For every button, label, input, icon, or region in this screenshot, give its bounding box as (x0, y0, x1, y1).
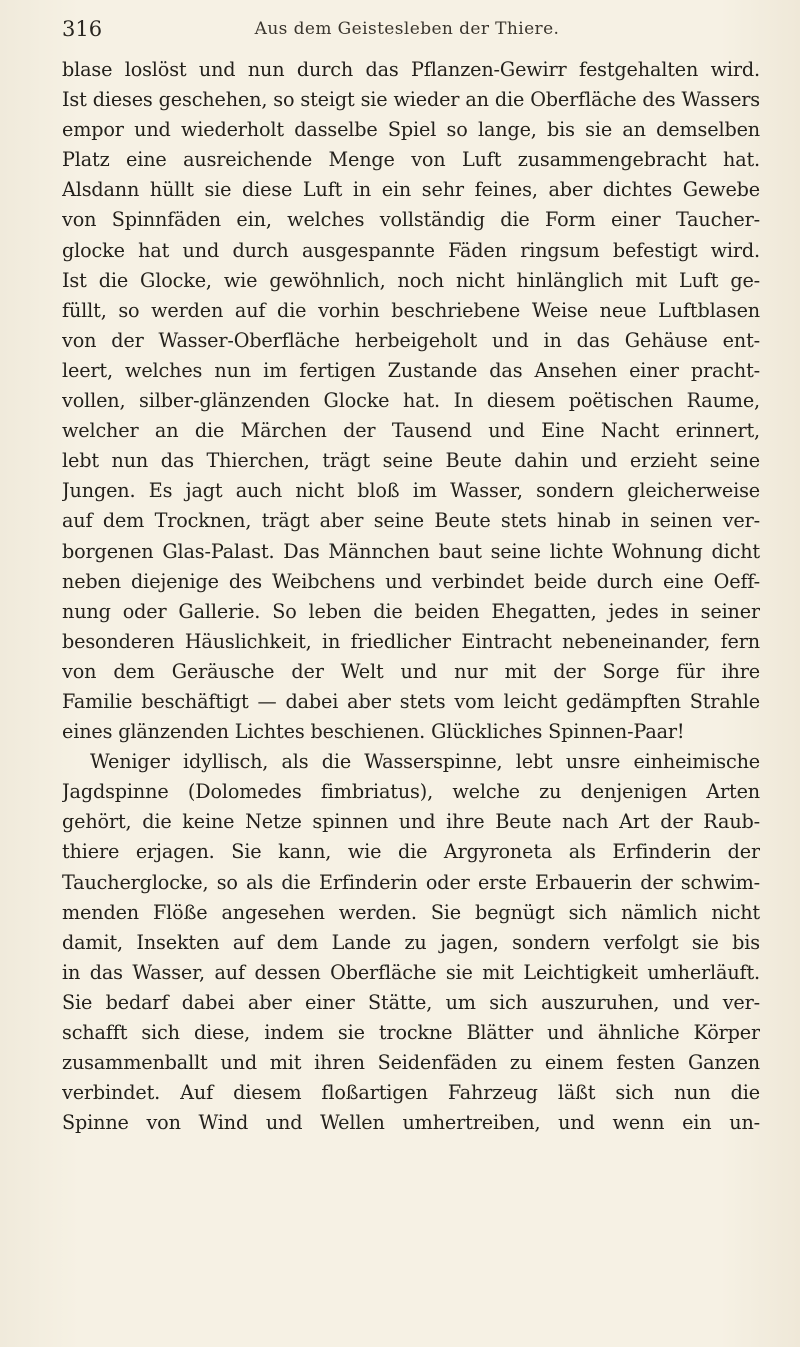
text-line: neben diejenige des Weibchens und verbindet beide durch eine Oeff- (62, 569, 760, 593)
text-line: Jagdspinne (Dolomedes fimbriatus), welche zu denjenigen Arten (62, 780, 760, 804)
text-line: von dem Geräusche der Welt und nur mit der Sorge für ihre (62, 659, 760, 683)
paragraph-start-line: Weniger idyllisch, als die Wasserspinne, lebt unsre einheimische (90, 750, 760, 774)
text-line: besonderen Häuslichkeit, in friedlicher Eintracht nebeneinander, fern (62, 629, 760, 653)
text-line: leert, welches nun im fertigen Zustande das Ansehen einer pracht- (62, 358, 760, 382)
text-line: auf dem Trocknen, trägt aber seine Beute stets hinab in seinen ver- (62, 509, 760, 533)
page-number: 316 (62, 17, 103, 41)
text-line: damit, Insekten auf dem Lande zu jagen, sondern verfolgt sie bis (62, 930, 760, 954)
text-line: glocke hat und durch ausgespannte Fäden ringsum befestigt wird. (62, 238, 760, 262)
text-line: von Spinnfäden ein, welches vollständig die Form einer Taucher- (62, 208, 760, 232)
text-line: gehört, die keine Netze spinnen und ihre Beute nach Art der Raub- (62, 810, 760, 834)
running-title: Aus dem Geistesleben der Thiere. (254, 19, 560, 39)
text-line: füllt, so werden auf die vorhin beschriebene Weise neue Luftblasen (62, 298, 760, 322)
text-line: in das Wasser, auf dessen Oberfläche sie mit Leichtigkeit umherläuft. (62, 960, 760, 984)
text-line: eines glänzenden Lichtes beschienen. Glückliches Spinnen-Paar! (62, 720, 685, 744)
text-line: lebt nun das Thierchen, trägt seine Beute dahin und erzieht seine (62, 449, 760, 473)
text-line: borgenen Glas-Palast. Das Männchen baut seine lichte Wohnung dicht (62, 539, 760, 563)
text-line: nung oder Gallerie. So leben die beiden Ehegatten, jedes in seiner (62, 599, 760, 623)
text-line: Familie beschäftigt — dabei aber stets vom leicht gedämpften Strahle (62, 689, 760, 713)
text-line: Taucherglocke, so als die Erfinderin oder erste Erbauerin der schwim- (62, 870, 760, 894)
page-header (62, 14, 752, 48)
text-line: Jungen. Es jagt auch nicht bloß im Wasser, sondern gleicherweise (62, 479, 760, 503)
text-line: welcher an die Märchen der Tausend und Eine Nacht erinnert, (62, 419, 760, 443)
text-line: schafft sich diese, indem sie trockne Blätter und ähnliche Körper (62, 1021, 760, 1044)
text-line: Alsdann hüllt sie diese Luft in ein sehr feines, aber dichtes Gewebe (62, 178, 760, 202)
body-text (62, 55, 760, 1138)
text-line: Ist die Glocke, wie gewöhnlich, noch nicht hinlänglich mit Luft ge- (62, 268, 760, 292)
text-line: Spinne von Wind und Wellen umhertreiben, und wenn ein un- (62, 1111, 760, 1135)
text-line: Ist dieses geschehen, so steigt sie wieder an die Oberfläche des Wassers (62, 88, 760, 112)
text-line: menden Flöße angesehen werden. Sie begnügt sich nämlich nicht (62, 900, 760, 924)
text-line: zusammenballt und mit ihren Seidenfäden zu einem festen Ganzen (62, 1051, 760, 1075)
text-line: thiere erjagen. Sie kann, wie die Argyroneta als Erfinderin der (62, 840, 760, 864)
text-line: empor und wiederholt dasselbe Spiel so lange, bis sie an demselben (62, 118, 760, 142)
text-line: von der Wasser-Oberfläche herbeigeholt und in das Gehäuse ent- (62, 328, 760, 352)
text-line: Platz eine ausreichende Menge von Luft zusammengebracht hat. (62, 148, 760, 172)
text-line: verbindet. Auf diesem floßartigen Fahrzeug läßt sich nun die (62, 1081, 760, 1105)
text-line: Sie bedarf dabei aber einer Stätte, um sich auszuruhen, und ver- (62, 990, 760, 1014)
text-line: blase loslöst und nun durch das Pflanzen-Gewirr festgehalten wird. (62, 58, 760, 81)
text-line: vollen, silber-glänzenden Glocke hat. In diesem poëtischen Raume, (62, 389, 760, 413)
